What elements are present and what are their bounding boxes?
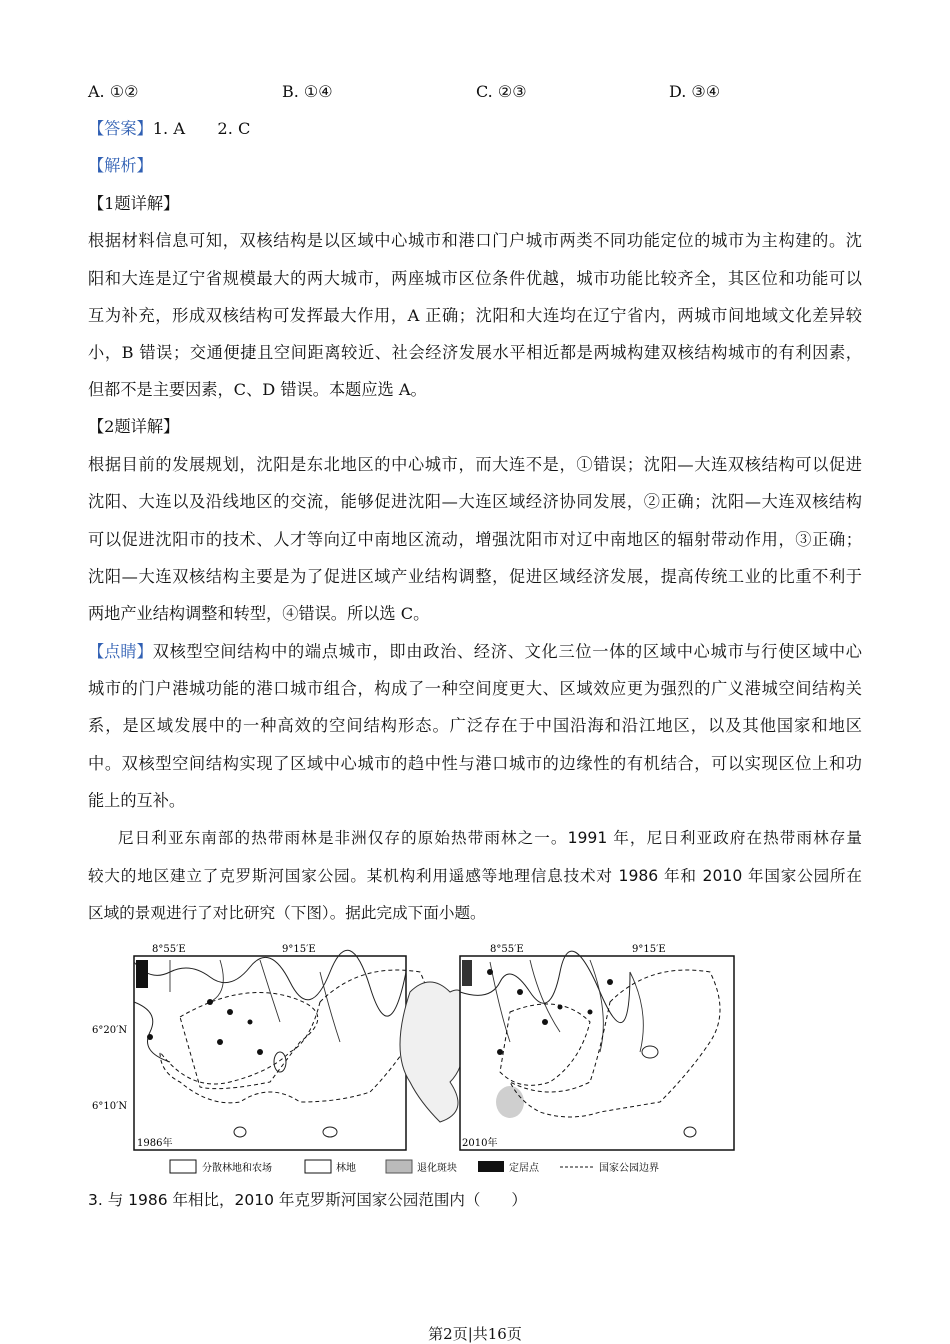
legend-label: 林地	[336, 1163, 356, 1174]
landscape-comparison-map	[90, 932, 750, 1182]
panel-year: 2010年	[462, 1138, 498, 1149]
lon-label: 9°15′E	[632, 944, 666, 955]
legend-label: 国家公园边界	[599, 1163, 659, 1174]
q2-line: 根据目前的发展规划，沈阳是东北地区的中心城市，而大连不是，①错误；沈阳—大连双核结构可以促进	[88, 455, 862, 474]
tip-line: 中。双核型空间结构实现了区域中心城市的趋中性与港口城市的边缘性的有机结合，可以实现区位上和功	[88, 754, 862, 773]
tip-line: 能上的互补。	[88, 791, 186, 810]
map-panel-1986	[92, 944, 428, 1150]
lon-label: 8°55′E	[152, 944, 186, 955]
tip-tag: 【点睛】	[88, 642, 153, 661]
q1-line: 小，B 错误；交通便捷且空间距离较近、社会经济发展水平相近都是两城构建双核结构城市的有利因素，	[88, 343, 862, 362]
q2-line: 可以促进沈阳市的技术、人才等向辽中南地区流动，增强沈阳市对辽中南地区的辐射带动作用，③正确；	[88, 530, 862, 549]
passage-line: 尼日利亚东南部的热带雨林是非洲仅存的原始热带雨林之一。1991 年，尼日利亚政府在热带雨林存量	[118, 829, 862, 847]
legend-label: 分散林地和农场	[202, 1163, 272, 1174]
lon-label: 9°15′E	[282, 944, 316, 955]
answer-line	[88, 119, 862, 139]
map-legend	[170, 1160, 659, 1174]
lon-label: 8°55′E	[490, 944, 524, 955]
answer-tag: 【答案】	[88, 119, 153, 138]
tip-line: 城市的门户港城功能的港口城市组合，构成了一种空间度更大、区域效应更为强烈的广义港城空间结构关	[88, 679, 862, 698]
q1-line: 根据材料信息可知，双核结构是以区域中心城市和港口门户城市两类不同功能定位的城市为主构建的。沈	[88, 231, 862, 250]
analysis-tag: 【解析】	[88, 156, 153, 175]
passage-line: 区域的景观进行了对比研究（下图）。据此完成下面小题。	[88, 904, 486, 922]
passage-line: 较大的地区建立了克罗斯河国家公园。某机构利用遥感等地理信息技术对 1986 年和 2010 年国家公园所在	[88, 867, 862, 885]
legend-label: 退化斑块	[417, 1163, 457, 1174]
question-3: 3. 与 1986 年相比，2010 年克罗斯河国家公园范围内（ ）	[88, 1191, 527, 1209]
option-c: C. ②③	[476, 82, 527, 101]
tip-first-line	[88, 642, 862, 662]
page-footer: 第2页|共16页	[428, 1325, 522, 1343]
map-panel-2010	[460, 944, 734, 1150]
option-a: A. ①②	[88, 82, 139, 101]
q2-line: 两地产业结构调整和转型，④错误。所以选 C。	[88, 604, 430, 623]
q2-line: 沈阳—大连双核结构主要是为了促进区域产业结构调整，促进区域经济发展，提高传统工业的比重不利于	[88, 567, 862, 586]
panel-year: 1986年	[137, 1138, 173, 1149]
q2-line: 沈阳、大连以及沿线地区的交流，能够促进沈阳—大连区域经济协同发展，②正确；沈阳—大连双核结构	[88, 492, 862, 511]
settlement-patch	[462, 960, 472, 986]
q1-line: 互为补充，形成双核结构可发挥最大作用，A 正确；沈阳和大连均在辽宁省内，两城市间地域文化差异较	[88, 306, 862, 325]
option-d: D. ③④	[669, 82, 721, 101]
lat-label: 6°20′N	[92, 1025, 128, 1036]
lat-label: 6°10′N	[92, 1101, 128, 1112]
tip-text: 双核型空间结构中的端点城市，即由政治、经济、文化三位一体的区域中心城市与行使区域中心	[152, 642, 862, 661]
answer-text: 1. A 2. C	[152, 119, 251, 138]
option-b: B. ①④	[282, 82, 333, 101]
tip-line: 系，是区域发展中的一种高效的空间结构形态。广泛存在于中国沿海和沿江地区，以及其他国家和地区	[88, 716, 862, 735]
settlement-patch	[136, 960, 148, 988]
q2-tag: 【2题详解】	[88, 417, 180, 436]
q1-line: 阳和大连是辽宁省规模最大的两大城市，两座城市区位条件优越，城市功能比较齐全，其区位和功能可以	[88, 269, 862, 288]
q1-line: 但都不是主要因素，C、D 错误。本题应选 A。	[88, 380, 427, 399]
degraded-patch	[496, 1086, 524, 1118]
q1-tag: 【1题详解】	[88, 194, 180, 213]
legend-label: 定居点	[509, 1163, 539, 1174]
